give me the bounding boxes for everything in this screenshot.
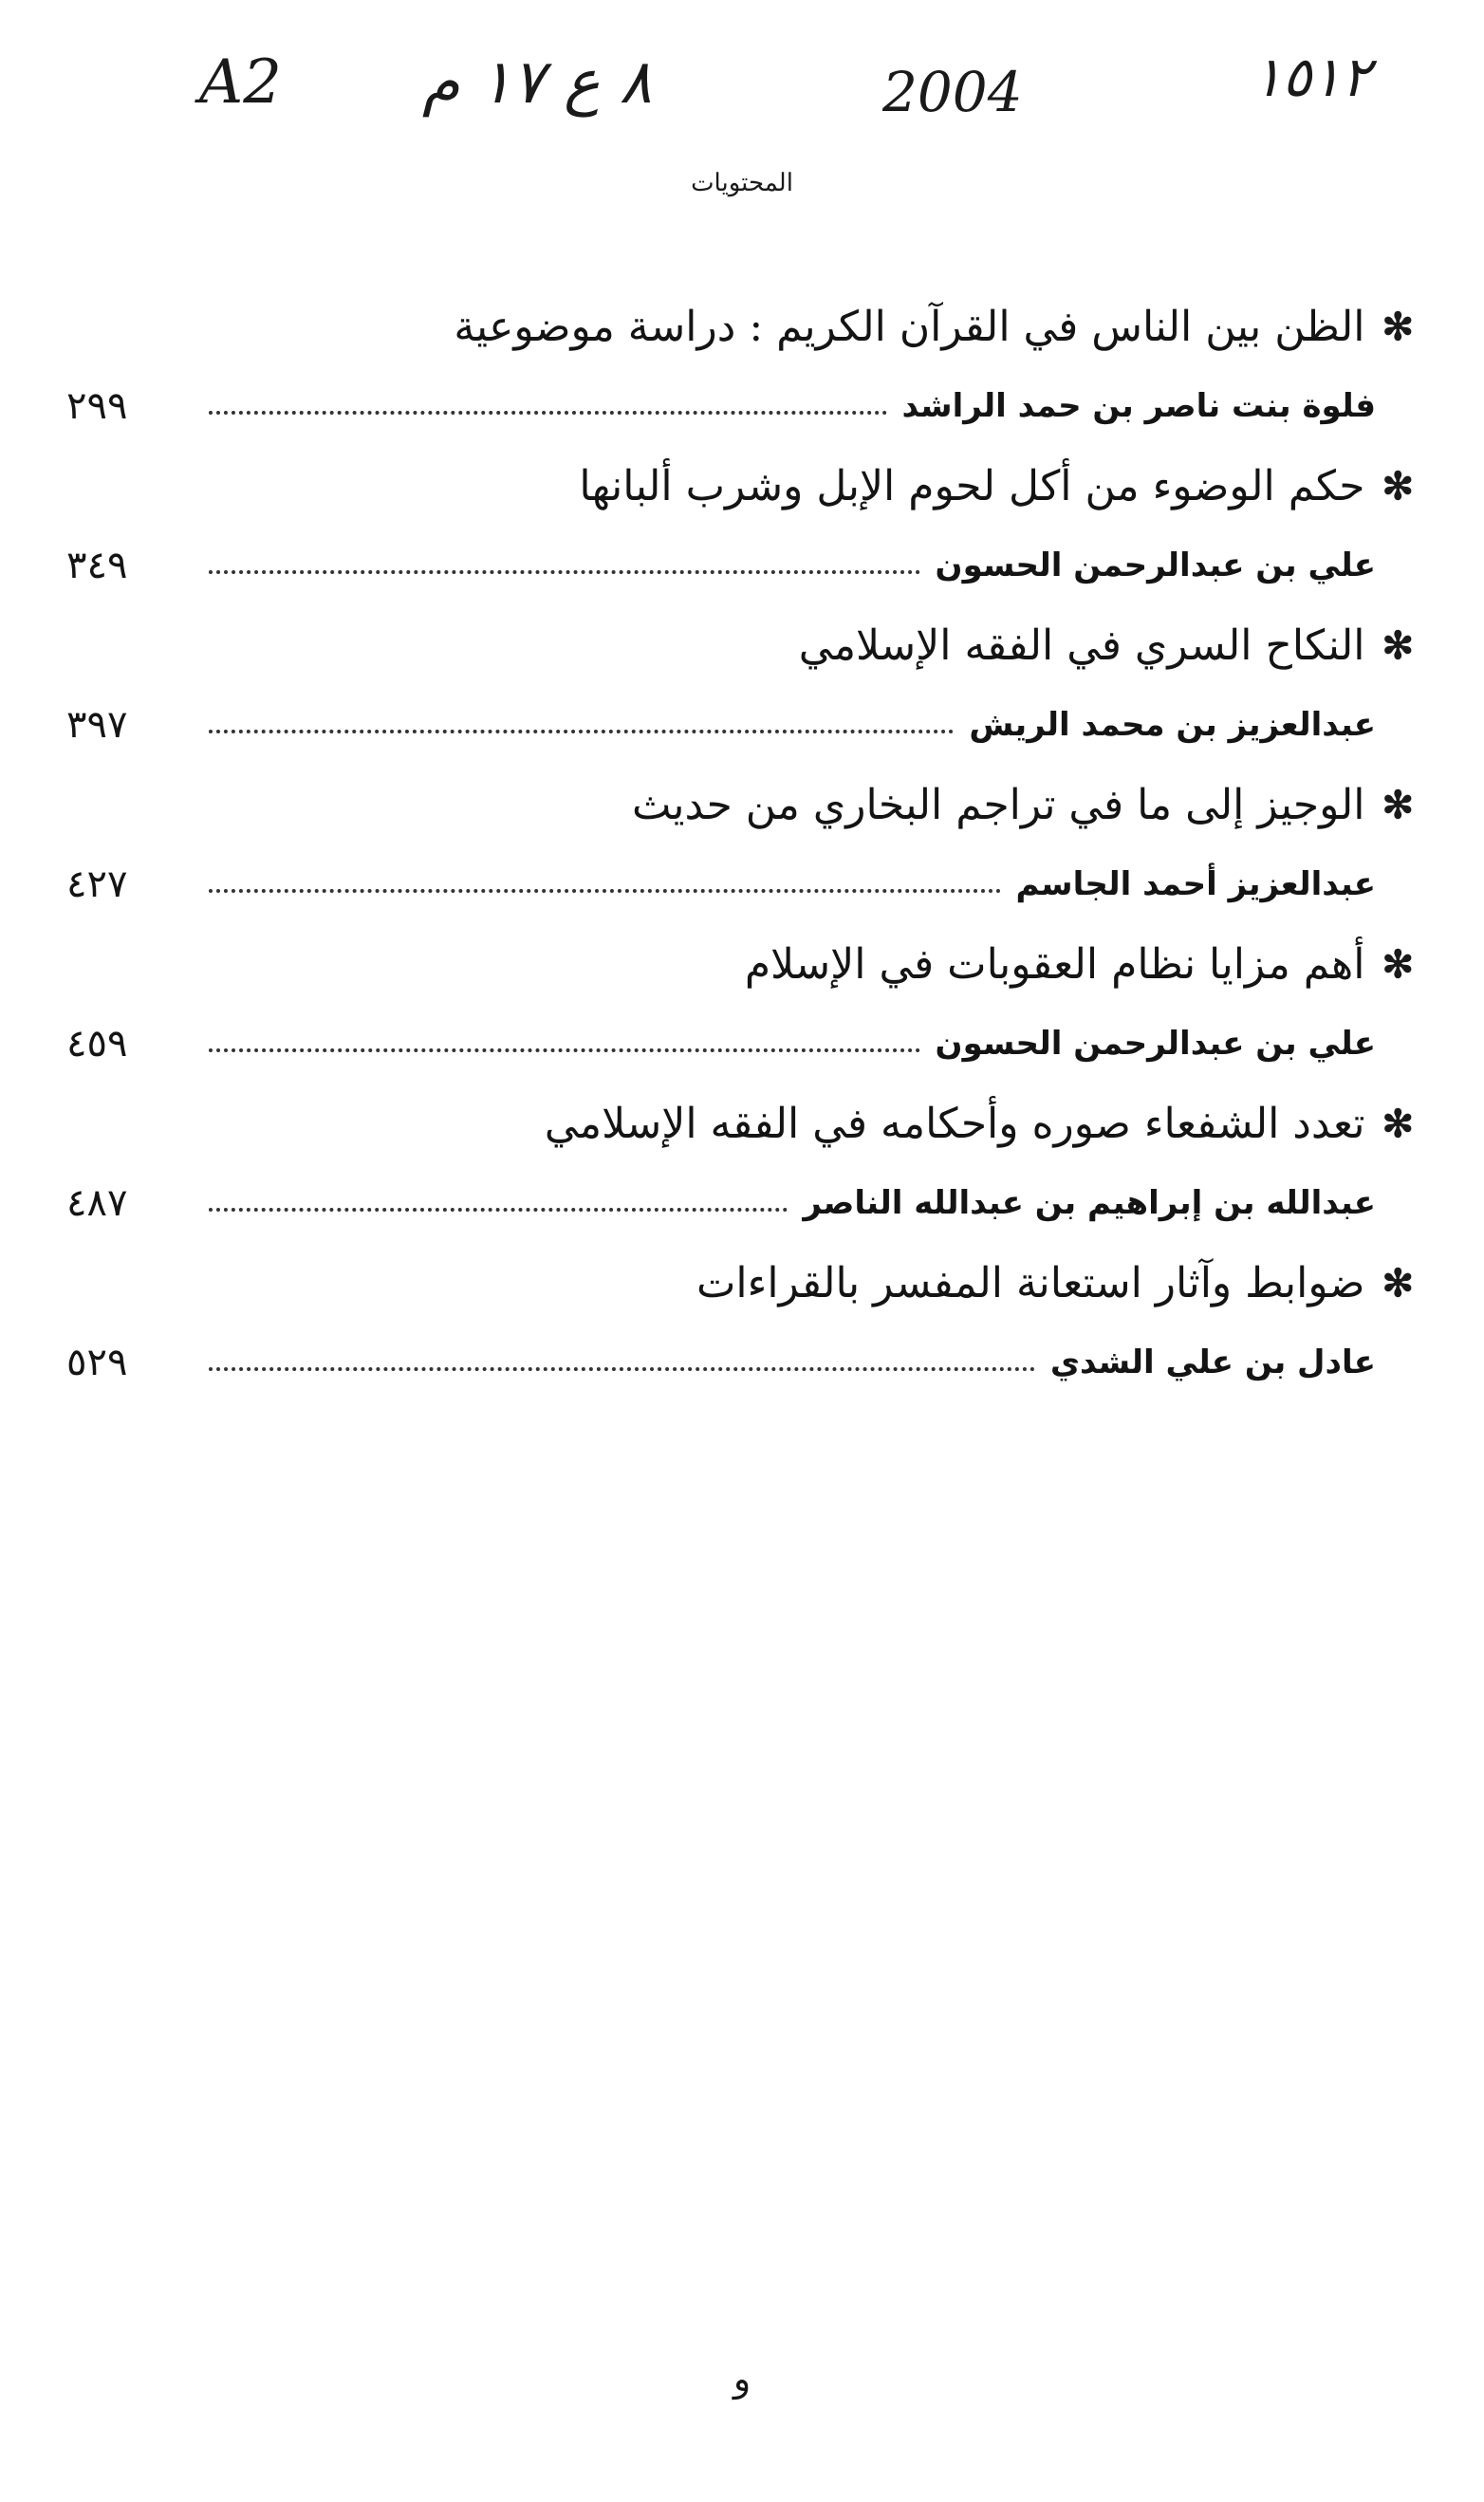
leader-dots [209,570,920,574]
toc-title-row [66,603,1414,687]
table-of-contents [66,285,1414,1400]
asterisk-bullet-icon: ✻ [1382,463,1414,509]
toc-author-row [66,1165,1414,1241]
toc-entry-page: ٤٥٩ [66,1022,128,1066]
toc-entry-title: أهم مزايا نظام العقوبات في الإسلام [744,939,1365,989]
asterisk-bullet-icon: ✻ [1382,1101,1414,1146]
toc-entry [66,444,1414,603]
asterisk-bullet-icon: ✻ [1382,622,1414,668]
toc-entry-title: النكاح السري في الفقه الإسلامي [798,621,1365,670]
toc-entry-title: ضوابط وآثار استعانة المفسر بالقراءات [696,1258,1365,1307]
leader-dots [209,1048,920,1052]
page-footer-number: و [733,2358,751,2400]
toc-entry [66,1241,1414,1400]
toc-author-row [66,1006,1414,1082]
toc-entry-author: عبدالعزيز بن محمد الريش [969,706,1376,744]
asterisk-bullet-icon: ✻ [1382,941,1414,987]
toc-title-row [66,1241,1414,1325]
toc-author-row [66,368,1414,444]
toc-entry-title: تعدد الشفعاء صوره وأحكامه في الفقه الإسلامي [544,1099,1365,1148]
toc-entry [66,1082,1414,1241]
leader-dots [209,730,954,733]
leader-dots [209,411,887,415]
toc-author-row [66,846,1414,922]
toc-author-row [66,1325,1414,1400]
toc-title-row [66,922,1414,1006]
toc-author-row [66,687,1414,763]
handwritten-mark-4: ١٥١٢ [1252,45,1371,109]
handwritten-mark-3: 2004 [882,60,1023,124]
toc-entry-page: ٤٨٧ [66,1181,128,1225]
toc-title-row [66,763,1414,846]
toc-entry-title: الوجيز إلى ما في تراجم البخاري من حديث [632,780,1365,829]
toc-entry-author: علي بن عبدالرحمن الحسون [935,547,1376,584]
toc-entry-page: ٣٤٩ [66,544,128,587]
toc-entry-page: ٤٢٧ [66,862,128,906]
toc-author-row [66,528,1414,603]
handwritten-mark-2: ٨ ع ١٧ م [422,47,652,118]
toc-entry [66,763,1414,922]
leader-dots [209,1208,788,1212]
leader-dots [209,1367,1035,1371]
toc-title-row [66,1082,1414,1165]
asterisk-bullet-icon: ✻ [1382,1260,1414,1306]
toc-entry-page: ٥٢٩ [66,1341,128,1384]
toc-entry [66,603,1414,763]
toc-entry [66,285,1414,444]
toc-entry-title: الظن بين الناس في القرآن الكريم : دراسة موضوعية [454,302,1365,351]
toc-entry-author: عبدالله بن إبراهيم بن عبدالله الناصر [803,1184,1376,1222]
handwritten-mark-1: A2 [199,47,282,118]
page-header-title: المحتويات [691,169,793,197]
toc-entry-author: علي بن عبدالرحمن الحسون [935,1025,1376,1063]
toc-title-row [66,285,1414,368]
toc-entry-title: حكم الوضوء من أكل لحوم الإبل وشرب ألبانها [579,461,1365,510]
toc-entry-page: ٣٩٧ [66,703,128,747]
asterisk-bullet-icon: ✻ [1382,304,1414,349]
toc-entry [66,922,1414,1082]
toc-entry-author: عبدالعزيز أحمد الجاسم [1015,865,1376,903]
toc-entry-author: فلوة بنت ناصر بن حمد الراشد [901,387,1376,425]
leader-dots [209,889,1001,893]
asterisk-bullet-icon: ✻ [1382,782,1414,827]
toc-entry-author: عادل بن علي الشدي [1049,1344,1376,1381]
toc-entry-page: ٢٩٩ [66,384,128,428]
toc-title-row [66,444,1414,528]
